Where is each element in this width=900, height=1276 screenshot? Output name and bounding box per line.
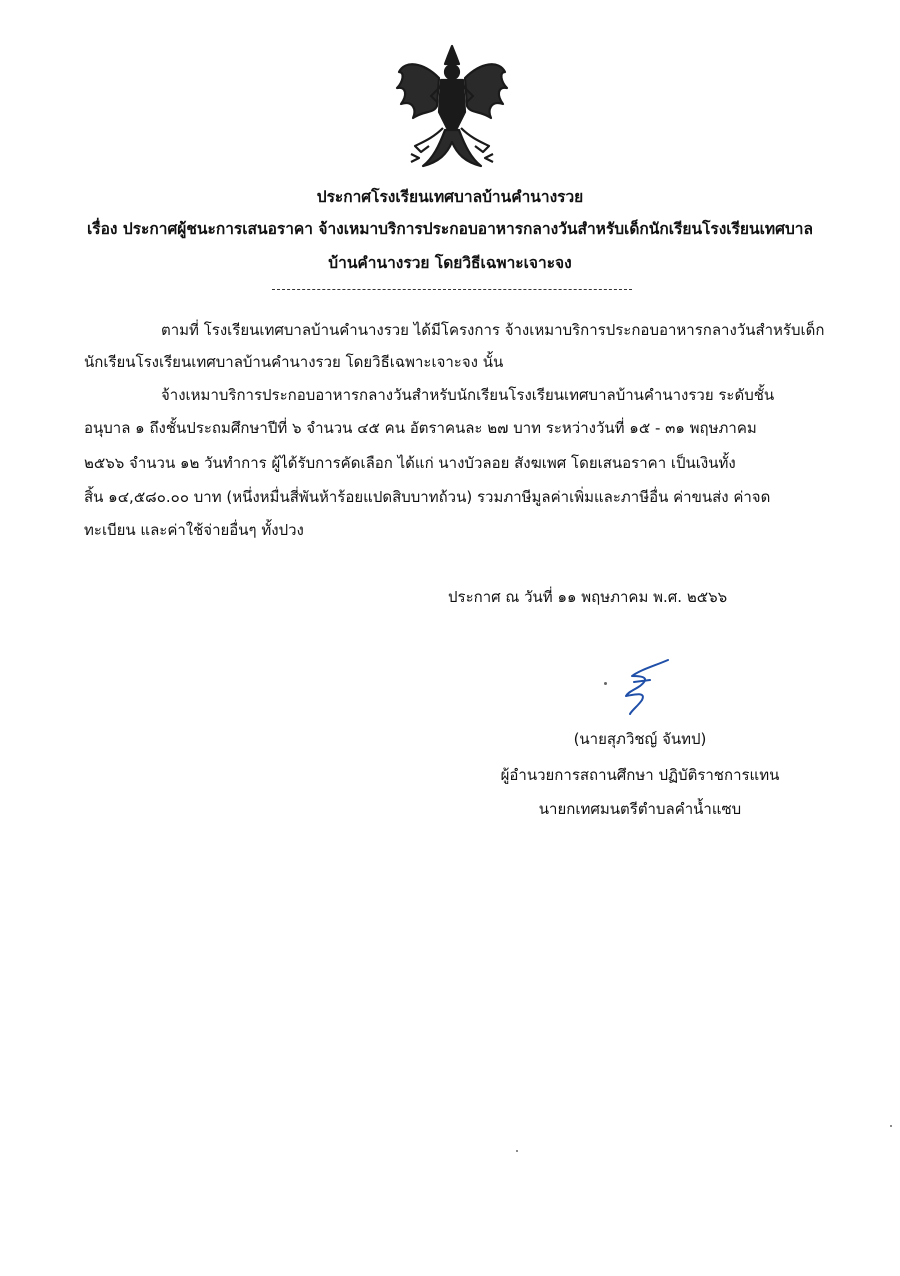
handwritten-signature — [610, 656, 680, 718]
announcement-title: ประกาศโรงเรียนเทศบาลบ้านคำนางรวย — [316, 188, 584, 206]
announcement-date: ประกาศ ณ วันที่ ๑๑ พฤษภาคม พ.ศ. ๒๕๖๖ — [448, 588, 728, 606]
paragraph-2-line-1: จ้างเหมาบริการประกอบอาหารกลางวันสำหรับนักเรียนโรงเรียนเทศบาลบ้านคำนางรวย ระดับชั้น — [161, 386, 775, 404]
paragraph-2-line-4: สิ้น ๑๔,๕๘๐.๐๐ บาท (หนึ่งหมื่นสี่พันห้าร้อยแปดสิบบาทถ้วน) รวมภาษีมูลค่าเพิ่มและภาษีอื่น ค่าขนส่ง ค่าจด — [84, 488, 771, 506]
scan-speck — [890, 1125, 892, 1127]
paragraph-2-line-3: ๒๕๖๖ จำนวน ๑๒ วันทำการ ผู้ได้รับการคัดเลือก ได้แก่ นางบัวลอย สังฆเพศ โดยเสนอราคา เป็นเงินทั้ง — [84, 454, 736, 472]
signatory-position-2: นายกเทศมนตรีตำบลคำน้ำแซบ — [538, 800, 742, 818]
subject-line-continued: บ้านคำนางรวย โดยวิธีเฉพาะเจาะจง — [328, 254, 572, 272]
header-divider — [272, 289, 632, 290]
signatory-name: (นายสุภวิชญ์ จันทป) — [573, 730, 707, 748]
paragraph-1-line-2: นักเรียนโรงเรียนเทศบาลบ้านคำนางรวย โดยวิธีเฉพาะเจาะจง นั้น — [84, 353, 504, 371]
scan-speck — [516, 1150, 518, 1152]
paragraph-2-line-5: ทะเบียน และค่าใช้จ่ายอื่นๆ ทั้งปวง — [84, 521, 304, 539]
garuda-emblem-icon — [393, 42, 511, 174]
ink-speck — [604, 682, 607, 685]
subject-line: เรื่อง ประกาศผู้ชนะการเสนอราคา จ้างเหมาบริการประกอบอาหารกลางวันสำหรับเด็กนักเรียนโรงเรียนเทศบาล — [86, 220, 813, 238]
paragraph-1-line-1: ตามที่ โรงเรียนเทศบาลบ้านคำนางรวย ได้มีโครงการ จ้างเหมาบริการประกอบอาหารกลางวันสำหรับเด็ก — [161, 321, 825, 339]
paragraph-2-line-2: อนุบาล ๑ ถึงชั้นประถมศึกษาปีที่ ๖ จำนวน ๔๕ คน อัตราคนละ ๒๗ บาท ระหว่างวันที่ ๑๕ - ๓๑ พฤษภาคม — [84, 419, 757, 437]
signatory-position: ผู้อำนวยการสถานศึกษา ปฏิบัติราชการแทน — [500, 766, 780, 784]
